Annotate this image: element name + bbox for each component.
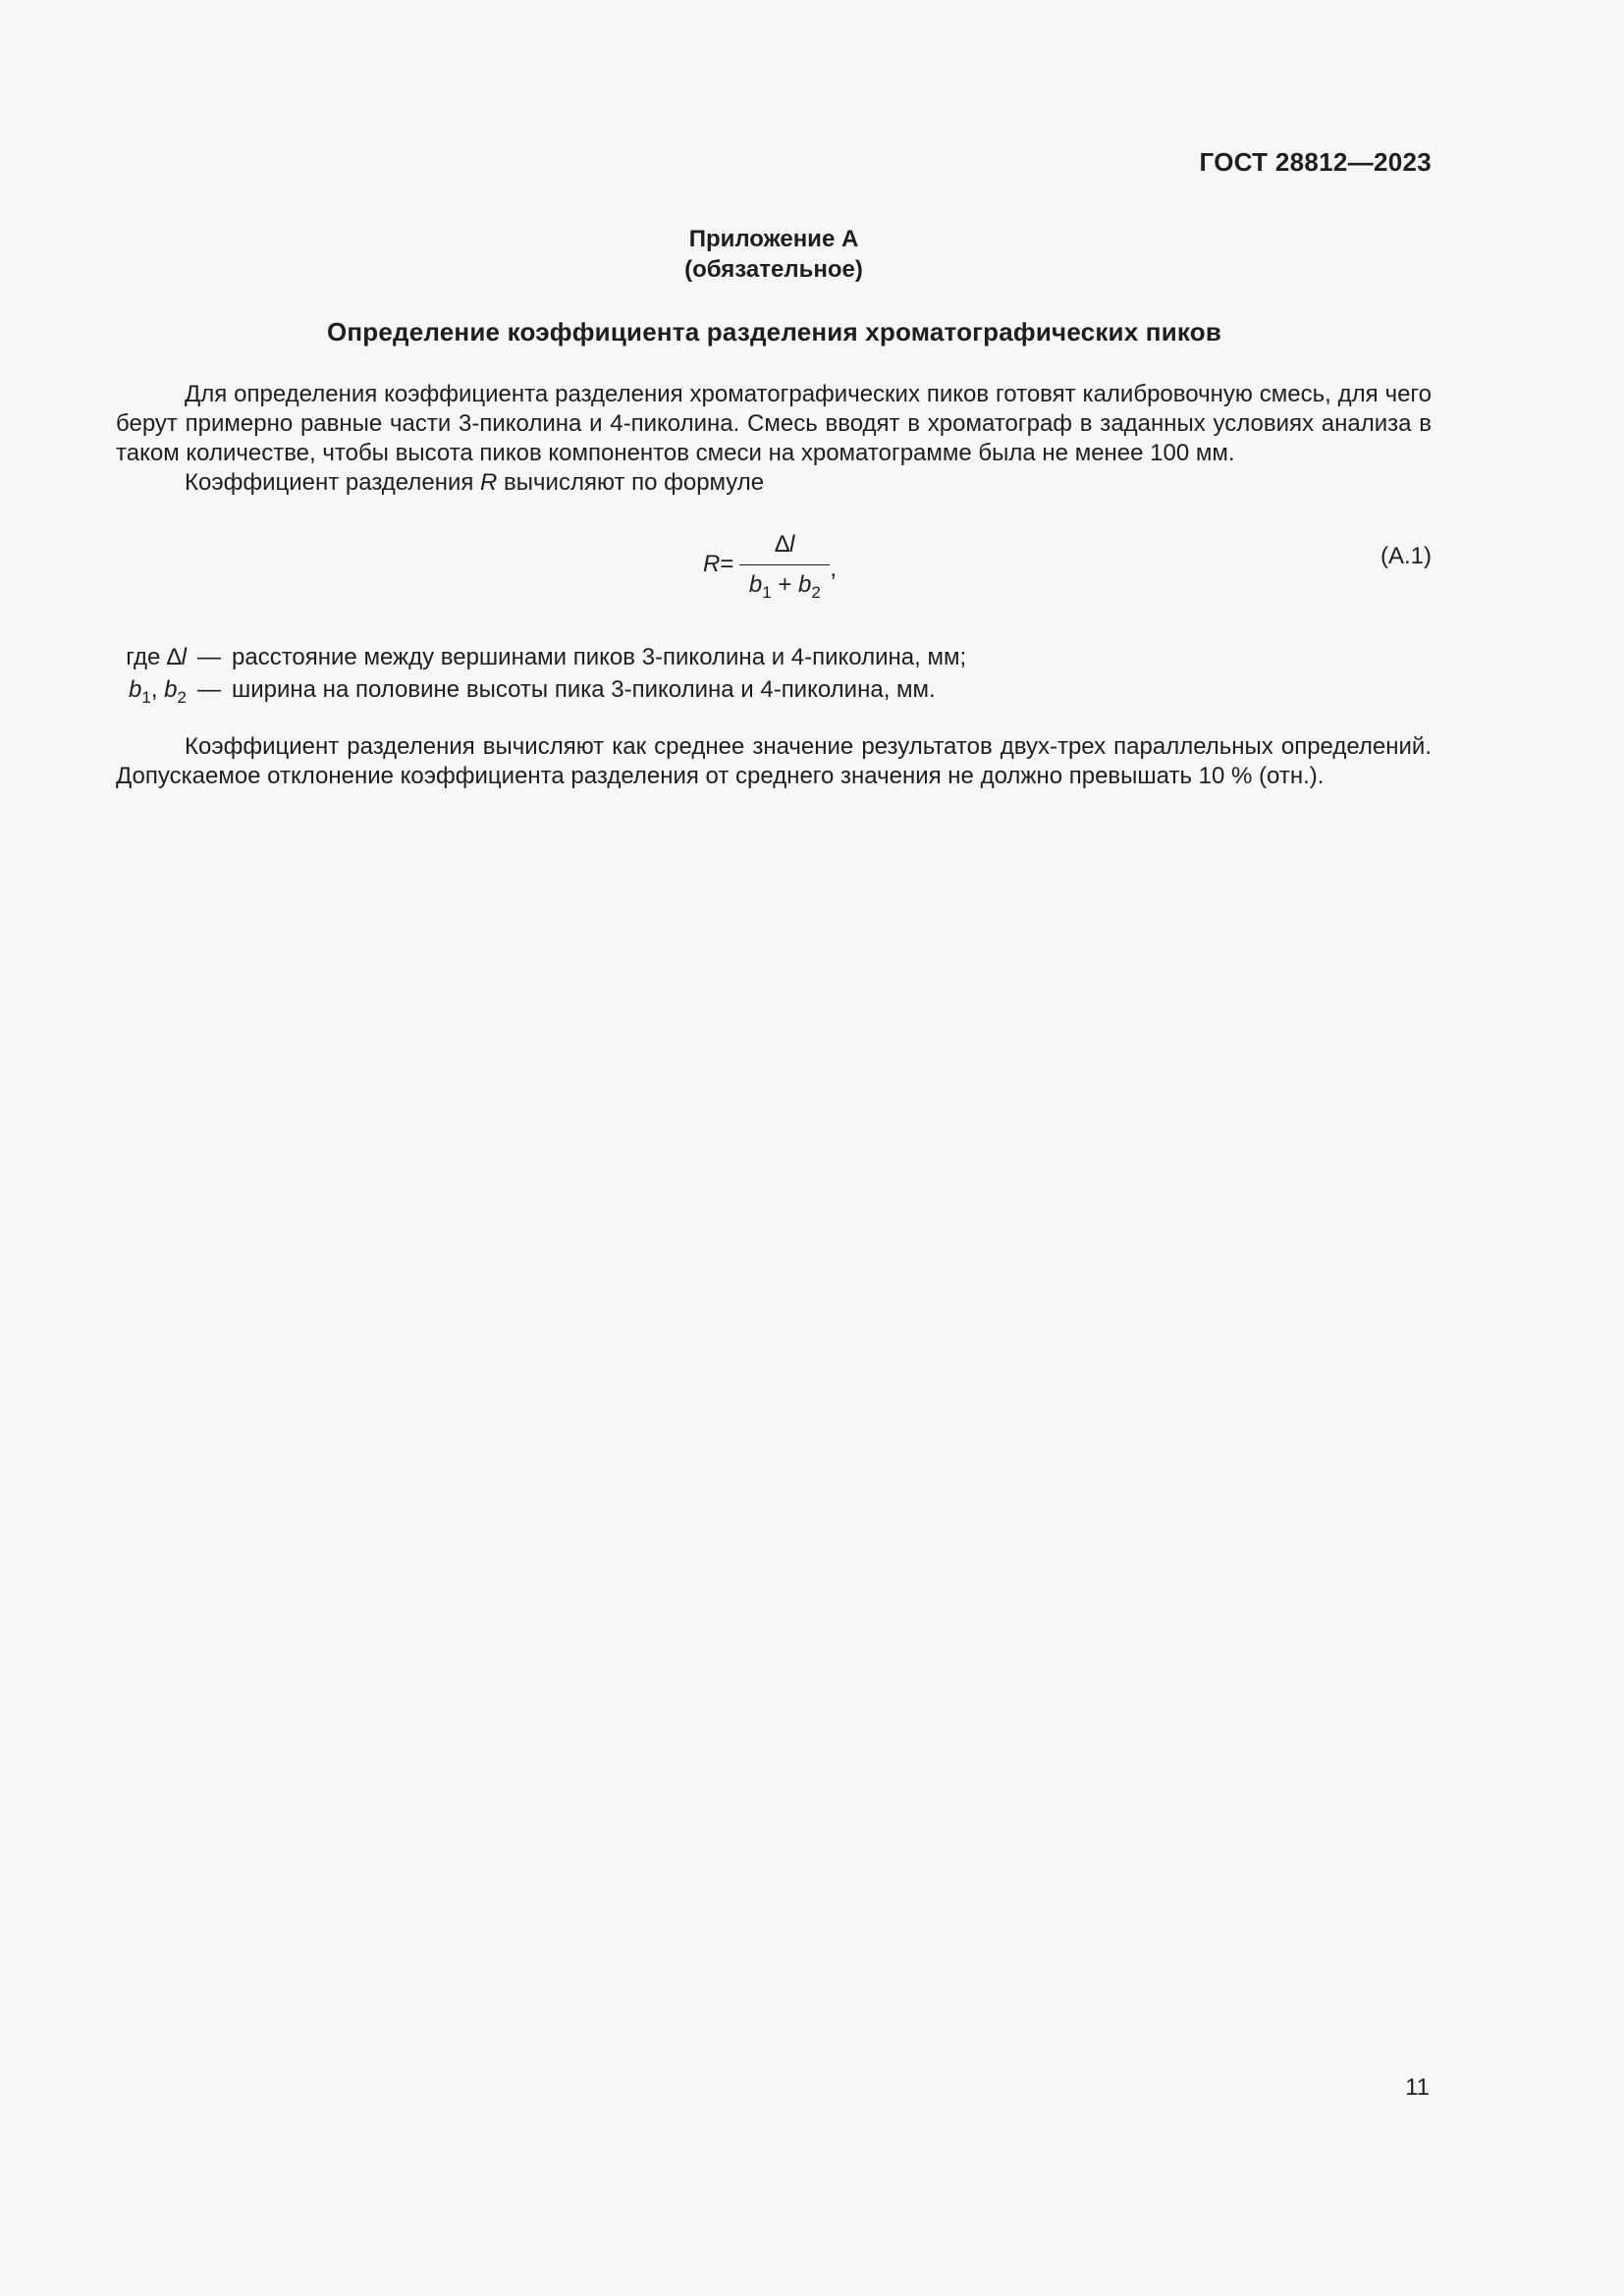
denominator-plus: + [771, 570, 799, 598]
denominator-sub1: 1 [762, 582, 772, 602]
where-definition: ширина на половине высоты пика 3-пиколина и 4-пиколина, мм. [232, 676, 936, 703]
formula-fraction [739, 530, 830, 602]
page-number: 11 [1405, 2074, 1430, 2101]
appendix-title: Приложение А [688, 226, 859, 252]
formula-comma: , [830, 556, 838, 582]
paragraph-mean-value: Коэффициент разделения вычисляют как среднее значение результатов двух-трех параллельных определений. Допускаемое отклонение коэффициента разделения от среднего значения не должно превышать 10 % (отн.). [116, 733, 1432, 789]
where-row-b1-b2 [116, 675, 936, 705]
where-prefix: где [126, 644, 167, 670]
paragraph-formula-intro [116, 468, 1432, 498]
formula-lhs: R [703, 551, 721, 577]
denominator-b1: b [748, 570, 763, 598]
formula-equals: = [720, 551, 734, 577]
formula-a1 [703, 520, 837, 609]
where-dash: — [197, 676, 221, 703]
where-sub1: 1 [141, 688, 151, 707]
formula-number: (А.1) [1380, 543, 1432, 569]
formula-intro-symbol: R [480, 469, 498, 496]
where-variable: l [181, 644, 187, 670]
where-dash: — [197, 644, 221, 670]
where-separator: , [150, 676, 165, 703]
formula-intro-text: Коэффициент разделения [185, 469, 481, 496]
paragraph-preparation: Для определения коэффициента разделения хроматографических пиков готовят калибровочную смесь, для чего берут примерно равные части 3-пиколина и 4-пиколина. Смесь вводят в хроматограф в заданных условиях анализа в таком количестве, чтобы высота пиков компонентов смеси на хроматограмме была не менее 100 мм. [116, 381, 1432, 466]
denominator-b2: b [798, 570, 812, 598]
formula-numerator [739, 531, 830, 565]
section-title: Определение коэффициента разделения хроматографических пиков [326, 317, 1222, 347]
where-row-delta-l [116, 643, 966, 672]
numerator-variable: l [789, 530, 795, 558]
where-term [116, 643, 187, 672]
formula-denominator [748, 565, 821, 602]
where-sub2: 2 [177, 688, 187, 707]
formula-intro-text-end: вычисляют по формуле [497, 469, 765, 496]
document-code: ГОСТ 28812—2023 [1199, 147, 1432, 177]
delta-symbol: ∆ [775, 530, 790, 558]
where-definition: расстояние между вершинами пиков 3-пиколина и 4-пиколина, мм; [232, 644, 967, 670]
appendix-status: (обязательное) [684, 256, 863, 283]
where-term [116, 675, 187, 705]
where-b1: b [129, 676, 142, 703]
denominator-sub2: 2 [811, 582, 821, 602]
delta-symbol: ∆ [166, 644, 182, 670]
where-b2: b [164, 676, 178, 703]
